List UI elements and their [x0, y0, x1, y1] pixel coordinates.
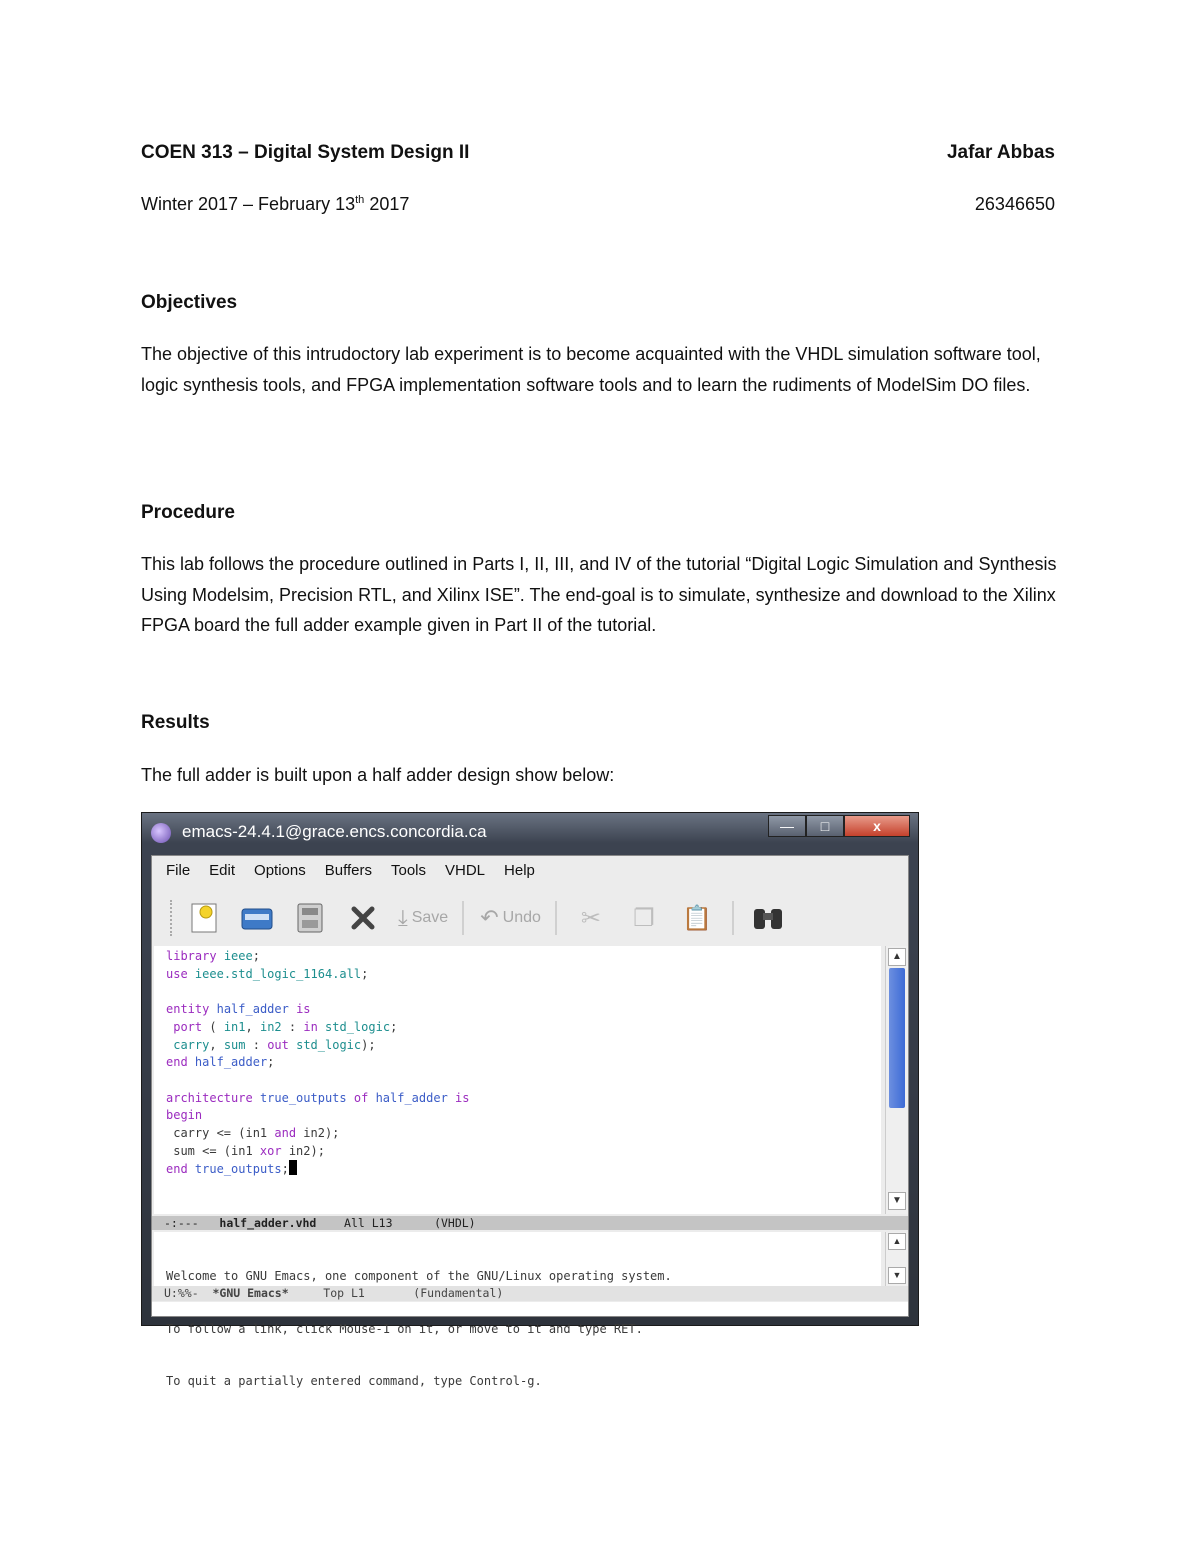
objectives-text: The objective of this intrudoctory lab experiment is to become acquainted with the VHDL simulation software tool, logic synthesis tools, and FPGA implementation software tools and to learn the rudiments of ModelSim DO files. [141, 344, 1041, 395]
student-id: 26346650 [974, 194, 1055, 214]
code-line: carry, sum : out std_logic); [173, 1037, 376, 1052]
toolbar-separator [555, 901, 557, 935]
code-line: entity half_adder is [166, 1002, 311, 1017]
code-line: architecture true_outputs of half_adder is [166, 1090, 470, 1105]
procedure-text: This lab follows the procedure outlined in Parts I, II, III, and IV of the tutorial “Digital Logic Simulation and Synthesis Using Modelsim, Precision RTL, and Xilinx ISE”. The end-goal is to simulate, synthesize and download to the Xilinx FPGA board the full adder example given in Part II of the tutorial. [141, 554, 1057, 635]
menu-bar [152, 856, 908, 884]
save-icon: ⤓ [398, 905, 408, 930]
results-heading: Results [141, 712, 210, 733]
header-line-2 [141, 194, 1055, 215]
toolbar [152, 892, 908, 944]
undo-button[interactable]: ↶ Undo [480, 905, 541, 930]
objectives-heading: Objectives [141, 292, 238, 313]
menu-edit[interactable]: Edit [209, 861, 236, 879]
scroll-down-icon[interactable]: ▼ [888, 1192, 906, 1210]
binoculars-icon[interactable] [750, 900, 786, 936]
code-line: begin [166, 1108, 203, 1123]
window-title: emacs-24.4.1@grace.encs.concordia.ca [182, 822, 487, 841]
welcome-line: To quit a partially entered command, type Control-g. [166, 1374, 542, 1388]
scroll-down-icon[interactable]: ▼ [888, 1267, 906, 1284]
emacs-app-icon [151, 823, 171, 843]
welcome-line: Welcome to GNU Emacs, one component of the GNU/Linux operating system. [166, 1269, 672, 1283]
code-line: port ( in1, in2 : in std_logic; [173, 1019, 398, 1034]
emacs-window-screenshot [141, 812, 919, 1388]
scroll-up-icon[interactable]: ▲ [888, 1233, 906, 1250]
course-title: COEN 313 – Digital System Design II [141, 142, 470, 163]
code-line: end half_adder; [166, 1055, 275, 1070]
mode-line-2: U:%%- *GNU Emacs* Top L1 (Fundamental) [152, 1286, 908, 1301]
welcome-text [166, 1233, 672, 1426]
results-text: The full adder is built upon a half adder design show below: [141, 765, 615, 785]
scroll-up-icon[interactable]: ▲ [888, 948, 906, 966]
welcome-line: To follow a link, click Mouse-1 on it, or move to it and type RET. [166, 1321, 643, 1336]
floppy-icon[interactable] [292, 900, 328, 936]
menu-tools[interactable]: Tools [390, 861, 427, 879]
menu-vhdl[interactable]: VHDL [445, 861, 486, 879]
code-editor[interactable] [154, 946, 881, 1214]
copy-icon[interactable]: ❐ [633, 904, 655, 932]
open-folder-icon[interactable] [239, 900, 275, 936]
save-button[interactable]: ⤓ Save [398, 905, 449, 930]
toolbar-grip[interactable] [170, 900, 176, 936]
code-line [166, 983, 470, 1001]
undo-icon: ↶ [480, 905, 499, 930]
menu-file[interactable]: File [166, 861, 191, 879]
welcome-scrollbar[interactable] [885, 1232, 908, 1286]
maximize-button[interactable]: □ [806, 815, 844, 837]
code-line: library ieee; [166, 949, 260, 963]
close-window-button[interactable]: x [844, 815, 910, 837]
scissors-icon[interactable]: ✂ [580, 904, 601, 932]
editor-scrollbar[interactable] [885, 946, 908, 1214]
code-buffer [166, 948, 470, 1179]
code-line: use ieee.std_logic_1164.all; [166, 966, 369, 981]
menu-help[interactable]: Help [504, 861, 535, 879]
minibuffer[interactable] [152, 1302, 908, 1316]
mode-line: -:--- half_adder.vhd All L13 (VHDL) [152, 1216, 908, 1230]
header-line-1 [141, 142, 1055, 164]
code-line: end true_outputs; [166, 1160, 470, 1179]
emacs-frame [151, 855, 909, 1388]
menu-options[interactable]: Options [254, 861, 306, 879]
window-controls [768, 815, 910, 837]
code-line: carry <= (in1 and in2); [166, 1126, 340, 1141]
code-line [166, 1072, 470, 1090]
author-name: Jafar Abbas [946, 142, 1055, 163]
new-file-icon[interactable] [186, 900, 222, 936]
minimize-button[interactable]: — [768, 815, 806, 837]
procedure-heading: Procedure [141, 502, 235, 523]
toolbar-separator [462, 901, 464, 935]
date: Winter 2017 – February 13th 2017 [141, 194, 410, 214]
close-icon[interactable] [345, 900, 381, 936]
code-line: sum <= (in1 xor in2); [166, 1143, 325, 1158]
toolbar-separator [732, 901, 734, 935]
scrollbar-thumb[interactable] [889, 968, 905, 1108]
window-titlebar [142, 813, 918, 853]
text-cursor [289, 1160, 297, 1175]
menu-buffers[interactable]: Buffers [324, 861, 372, 879]
paste-icon[interactable]: 📋 [681, 904, 712, 932]
